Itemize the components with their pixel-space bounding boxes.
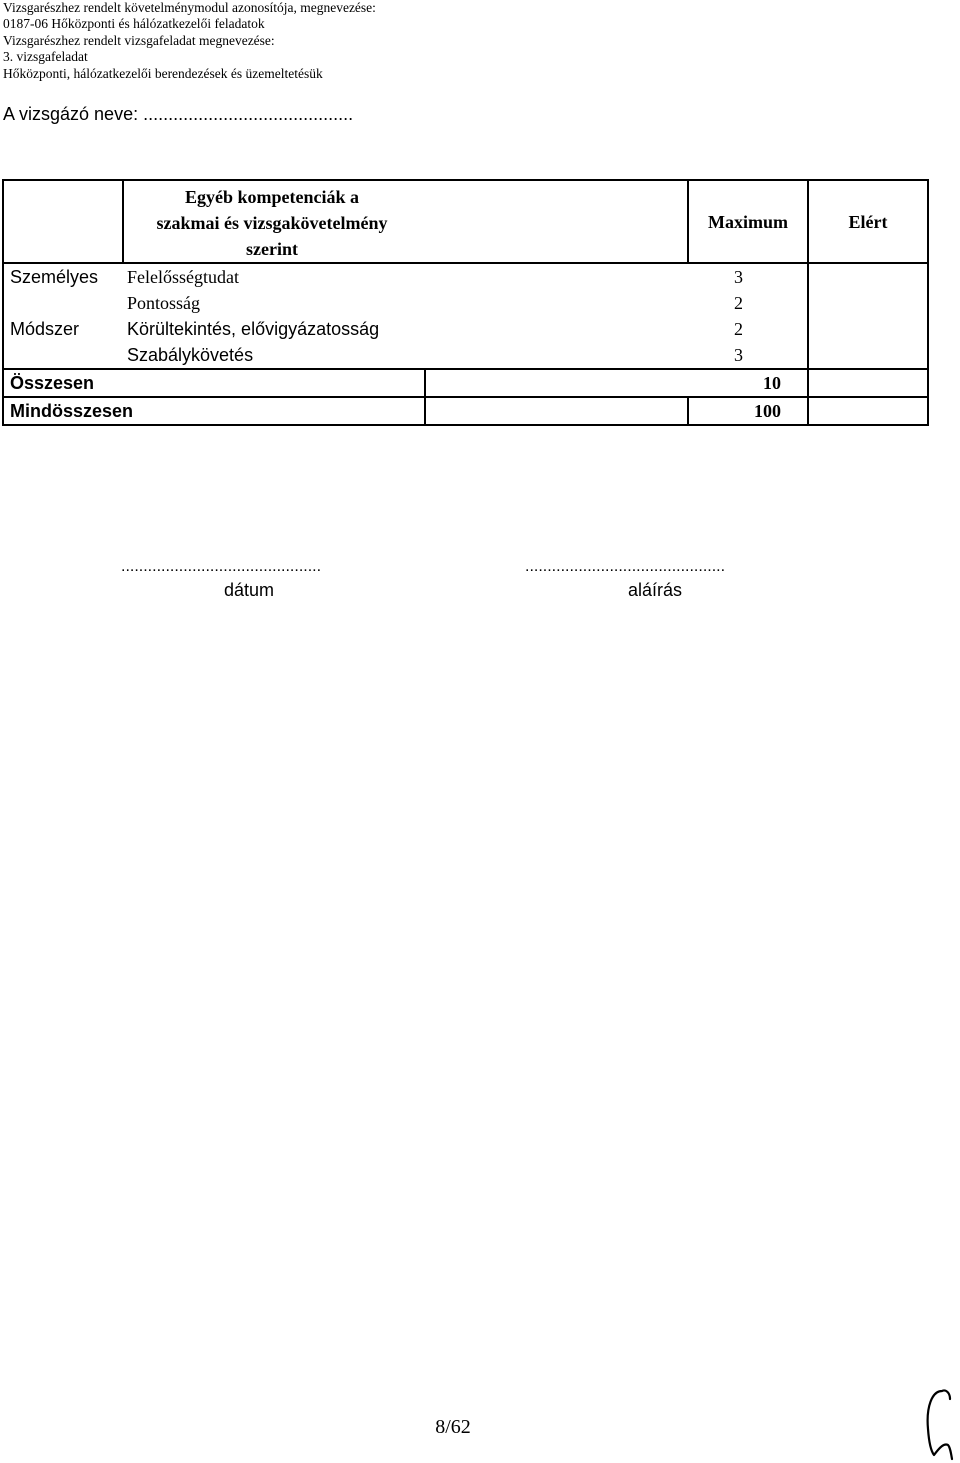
total-value: 10: [425, 369, 808, 397]
row-criterion: Szabálykövetés: [127, 345, 254, 365]
row-category: Személyes: [3, 263, 123, 290]
grand-total-value: 100: [688, 397, 808, 425]
header-criteria-line1: Egyéb kompetenciák a: [184, 187, 359, 207]
row-max-points: 3: [688, 342, 808, 369]
total-row: [3, 369, 928, 397]
row-achieved-points[interactable]: [808, 263, 928, 290]
row-category: [3, 342, 123, 369]
row-max-points: 2: [688, 316, 808, 342]
header-task-label: Vizsgarészhez rendelt vizsgafeladat megnevezése:: [3, 33, 275, 48]
header-maximum: Maximum: [688, 180, 808, 263]
table-row: [3, 263, 928, 290]
header-task-number: 3. vizsgafeladat: [3, 49, 88, 64]
row-category: [3, 290, 123, 316]
total-achieved[interactable]: [808, 369, 928, 397]
page-number: 8/62: [435, 1416, 471, 1438]
row-criterion: Felelősségtudat: [127, 267, 239, 287]
header-empty-cell: [3, 180, 123, 263]
grand-total-label: Mindösszesen: [3, 397, 425, 425]
header-module-name: 0187-06 Hőközponti és hálózatkezelői feladatok: [3, 16, 265, 31]
total-label: Összesen: [3, 369, 425, 397]
signature-label: aláírás: [627, 580, 683, 600]
row-achieved-points[interactable]: [808, 316, 928, 342]
grand-total-spacer: [425, 397, 688, 425]
header-achieved: Elért: [808, 180, 928, 263]
header-criteria-line3: szerint: [246, 239, 298, 259]
header-criteria-cell: [123, 180, 688, 263]
header-criteria-line2: szakmai és vizsgakövetelmény: [156, 213, 388, 233]
table-row: [3, 290, 928, 316]
table-row: [3, 316, 928, 342]
date-dots: .............................................: [121, 558, 322, 575]
row-achieved-points[interactable]: [808, 342, 928, 369]
grand-total-achieved[interactable]: [808, 397, 928, 425]
header-task-name: Hőközponti, hálózatkezelői berendezések és üzemeltetésük: [3, 66, 323, 81]
row-achieved-points[interactable]: [808, 290, 928, 316]
row-criterion: Pontosság: [127, 293, 201, 313]
table-row: [3, 342, 928, 369]
examinee-name-field: A vizsgázó neve: ..........................................: [3, 104, 354, 124]
table-header-row: [3, 180, 928, 263]
row-criterion: Körültekintés, elővigyázatosság: [127, 319, 380, 339]
date-label: dátum: [223, 580, 275, 600]
competency-table: [2, 179, 929, 426]
row-max-points: 2: [688, 290, 808, 316]
header-module-label: Vizsgarészhez rendelt követelménymodul azonosítója, megnevezése:: [3, 0, 376, 15]
signature-dots: .............................................: [525, 558, 726, 575]
row-max-points: 3: [688, 263, 808, 290]
grand-total-row: [3, 397, 928, 425]
handwritten-initial-mark: [918, 1385, 960, 1463]
row-category: Módszer: [3, 316, 123, 342]
